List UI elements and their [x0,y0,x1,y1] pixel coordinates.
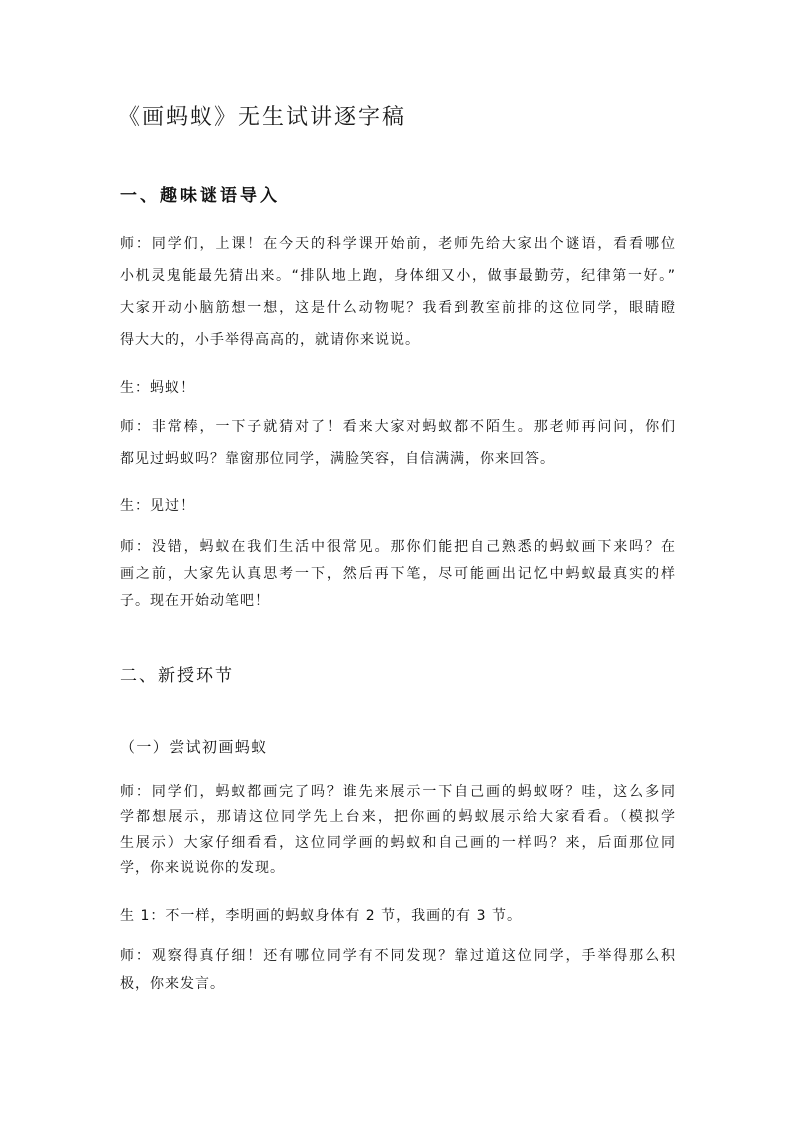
paragraph-line: 生：见过！ [120,498,195,514]
paragraph-student-answer-2 [120,490,676,522]
paragraph-line: 师：同学们，上课！在今天的科学课开始前，老师先给大家出个谜语，看看哪位 [120,236,676,252]
paragraph-line: 师：同学们，蚂蚁都画完了吗？谁先来展示一下自己画的蚂蚁呀？哇，这么多同 [120,784,676,800]
paragraph-showcase [120,780,676,881]
section-heading-new-lesson: 二、新授环节 [120,666,234,686]
paragraph-line: 生 1：不一样，李明画的蚂蚁身体有 2 节，我画的有 3 节。 [120,908,522,924]
paragraph-line: 都见过蚂蚁吗？靠窗那位同学，满脸笑容，自信满满，你来回答。 [120,451,555,467]
paragraph-line: 生：蚂蚁！ [120,380,195,396]
paragraph-line: 子。现在开始动笔吧！ [120,593,270,609]
paragraph-student-answer-1 [120,372,676,404]
document-title: 《画蚂蚁》无生试讲逐字稿 [118,105,407,130]
section-heading-intro: 一、趣味谜语导入 [120,186,280,206]
paragraph-riddle [120,228,676,356]
paragraph-line: 师：观察得真仔细！还有哪位同学有不同发现？靠过道这位同学，手举得那么积 [120,948,676,964]
paragraph-line: 得大大的，小手举得高高的，就请你来说说。 [120,332,420,348]
paragraph-line: 极，你来发言。 [120,976,225,992]
paragraph-teacher-question [120,411,676,475]
paragraph-line: 学，你来说说你的发现。 [120,859,285,876]
paragraph-line: 大家开动小脑筋想一想，这是什么动物呢？我看到教室前排的这位同学，眼睛瞪 [120,300,676,316]
paragraph-line: 生展示）大家仔细看看，这位同学画的蚂蚁和自己画的一样吗？来，后面那位同 [120,834,676,851]
paragraph-teacher-praise [120,942,676,998]
paragraph-line: 小机灵鬼能最先猜出来。“排队地上跑，身体细又小，做事最勤劳，纪律第一好。” [120,268,676,284]
subsection-heading-first-drawing: （一）尝试初画蚂蚁 [120,738,268,756]
paragraph-line: 画之前，大家先认真思考一下，然后再下笔，尽可能画出记忆中蚂蚁最真实的样 [120,566,676,582]
paragraph-line: 师：没错，蚂蚁在我们生活中很常见。那你们能把自己熟悉的蚂蚁画下来吗？在 [120,539,676,555]
paragraph-line: 学都想展示，那请这位同学先上台来，把你画的蚂蚁展示给大家看看。（模拟学 [120,809,676,826]
paragraph-drawing-task [120,534,676,615]
paragraph-line: 师：非常棒，一下子就猜对了！看来大家对蚂蚁都不陌生。那老师再问问，你们 [120,419,676,435]
paragraph-student-1-answer [120,904,676,929]
